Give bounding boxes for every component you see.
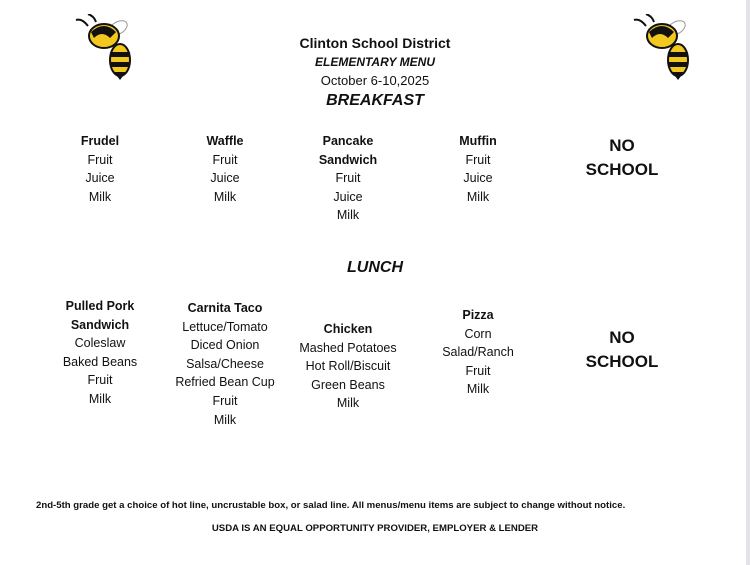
footer-note: 2nd-5th grade get a choice of hot line, uncrustable box, or salad line. All menus/menu items are subject to change without notice. xyxy=(36,500,626,511)
menu-item: Corn xyxy=(464,326,492,341)
no-school-line: SCHOOL xyxy=(585,352,659,371)
menu-item: Juice xyxy=(210,171,240,186)
menu-item: Milk xyxy=(336,396,360,411)
entree-name: Pizza xyxy=(462,308,494,322)
menu-item: Fruit xyxy=(212,393,238,408)
no-school-line: SCHOOL xyxy=(585,160,659,179)
menu-item: Fruit xyxy=(335,171,361,186)
menu-item: Refried Bean Cup xyxy=(175,375,275,390)
menu-item: Milk xyxy=(213,189,237,204)
menu-item: Fruit xyxy=(465,363,491,378)
menu-item: Juice xyxy=(85,171,115,186)
lunch-heading: LUNCH xyxy=(347,259,403,276)
entree-name: Waffle xyxy=(206,134,244,148)
menu-item: Milk xyxy=(466,382,490,397)
menu-item: Lettuce/Tomato xyxy=(182,319,268,334)
district-title: Clinton School District xyxy=(299,35,451,51)
menu-item: Fruit xyxy=(87,152,113,167)
menu-item: Milk xyxy=(466,189,490,204)
entree-name: Carnita Taco xyxy=(187,301,263,315)
menu-item: Mashed Potatoes xyxy=(299,340,397,355)
entree-name: Muffin xyxy=(459,134,497,148)
menu-item: Fruit xyxy=(212,152,238,167)
usda-statement: USDA IS AN EQUAL OPPORTUNITY PROVIDER, EMPLOYER & LENDER xyxy=(211,523,539,534)
menu-item: Fruit xyxy=(465,152,491,167)
menu-item: Milk xyxy=(336,208,360,223)
entree-name: Sandwich xyxy=(70,317,130,332)
menu-item: Coleslaw xyxy=(74,336,126,351)
menu-item: Green Beans xyxy=(311,377,385,392)
entree-name: Pancake xyxy=(322,134,374,148)
menu-item: Juice xyxy=(333,189,363,204)
entree-name: Chicken xyxy=(323,322,373,336)
menu-type: ELEMENTARY MENU xyxy=(314,55,435,69)
lunch-day-3 xyxy=(273,320,423,413)
menu-dates: October 6-10,2025 xyxy=(320,73,430,88)
menu-item: Fruit xyxy=(87,373,113,388)
menu-item: Baked Beans xyxy=(62,354,138,369)
menu-item: Hot Roll/Biscuit xyxy=(305,359,391,374)
breakfast-no-school xyxy=(562,134,682,182)
breakfast-heading: BREAKFAST xyxy=(326,92,424,109)
menu-item: Milk xyxy=(88,189,112,204)
menu-item: Juice xyxy=(463,171,493,186)
menu-item: Milk xyxy=(88,391,112,406)
menu-item: Salsa/Cheese xyxy=(186,356,264,371)
no-school-line: NO xyxy=(609,136,635,155)
entree-name: Frudel xyxy=(80,134,120,148)
entree-name: Pulled Pork xyxy=(65,299,135,313)
breakfast-day-3 xyxy=(273,132,423,225)
menu-item: Milk xyxy=(213,412,237,427)
breakfast-day-4 xyxy=(403,132,553,206)
entree-name: Sandwich xyxy=(318,152,378,167)
lunch-no-school xyxy=(562,326,682,374)
lunch-day-4 xyxy=(403,306,553,399)
menu-item: Diced Onion xyxy=(190,338,260,353)
menu-item: Salad/Ranch xyxy=(442,345,514,360)
no-school-line: NO xyxy=(609,328,635,347)
